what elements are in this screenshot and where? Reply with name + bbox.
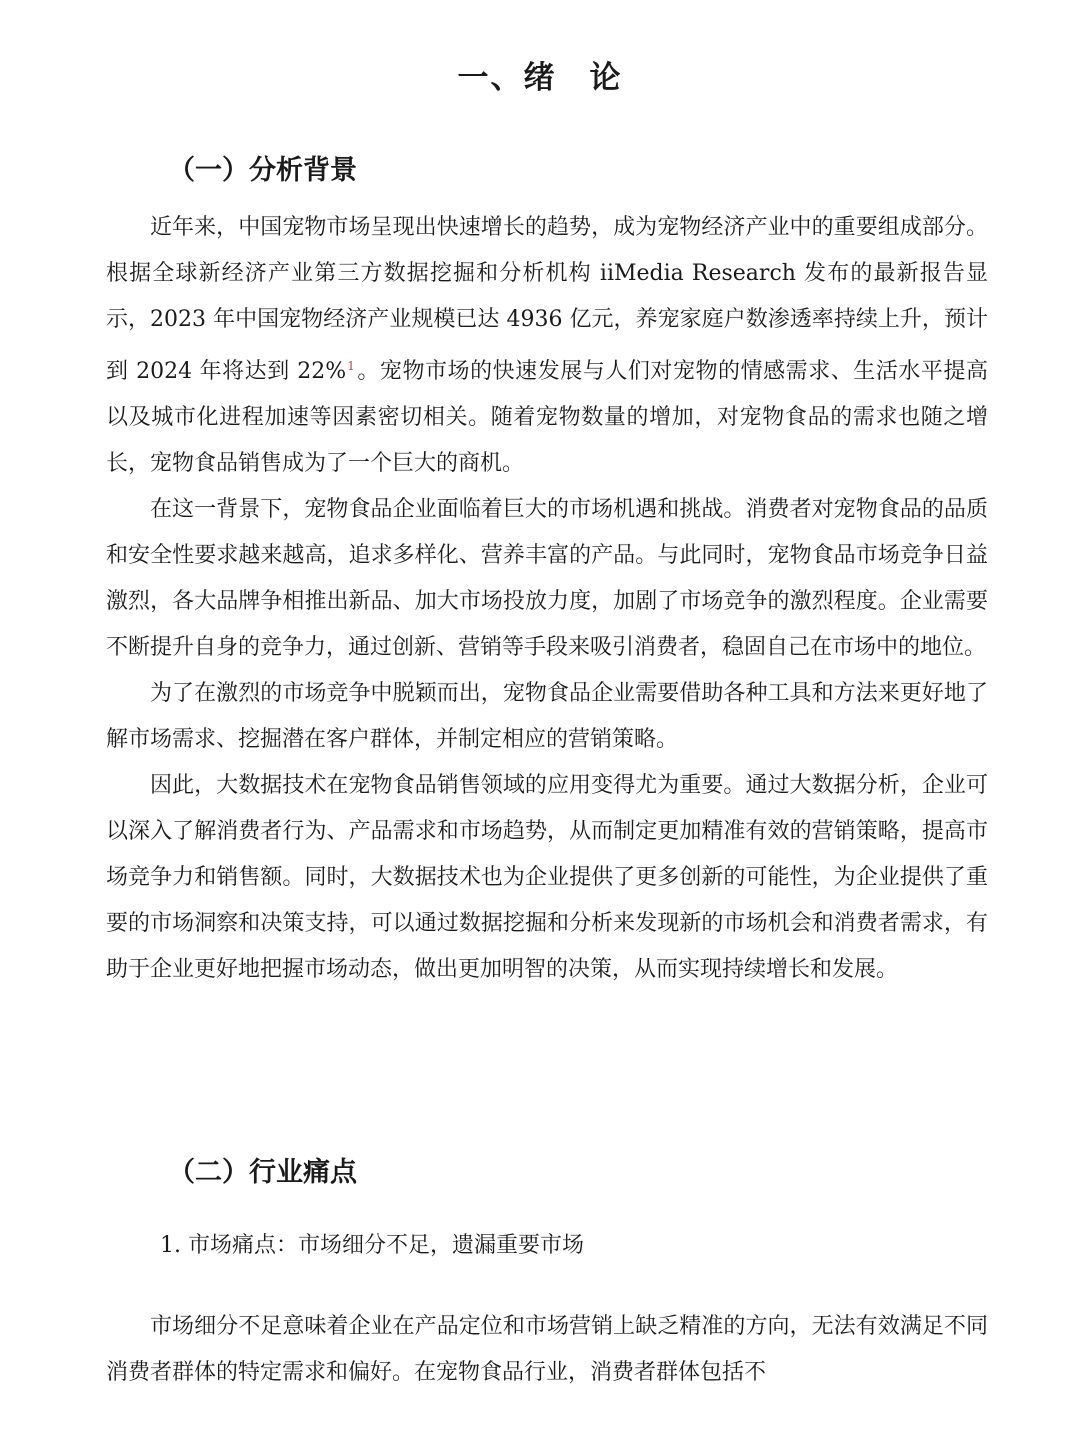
paragraph xyxy=(106,205,988,487)
paragraph-text: 。宠物市场的快速发展与人们对宠物的情感需求、生活水平提高以及城市化进程加速等因素密切相关。随着宠物数量的增加，对宠物食品的需求也随之增长，宠物食品销售成为了一个巨大的商机。 xyxy=(106,359,988,476)
footnote-marker[interactable]: 1 xyxy=(347,359,355,373)
paragraph: 在这一背景下，宠物食品企业面临着巨大的市场机遇和挑战。消费者对宠物食品的品质和安全性要求越来越高，追求多样化、营养丰富的产品。与此同时，宠物食品市场竞争日益激烈，各大品牌争相推出新品、加大市场投放力度，加剧了市场竞争的激烈程度。企业需要不断提升自身的竞争力，通过创新、营销等手段来吸引消费者，稳固自己在市场中的地位。 xyxy=(106,497,988,660)
paragraph: 为了在激烈的市场竞争中脱颖而出，宠物食品企业需要借助各种工具和方法来更好地了解市场需求、挖掘潜在客户群体，并制定相应的营销策略。 xyxy=(106,681,988,752)
section-pain-points-body xyxy=(106,1304,988,1396)
paragraph-text: 近年来，中国宠物市场呈现出快速增长的趋势，成为宠物经济产业中的重要组成部分。根据全球新经济产业第三方数据挖掘和分析机构 iiMedia Research 发布的最新报告显示，2023 年中国宠物经济产业规模已达 4936 亿元，养宠家庭户数渗透率持续上升，预计到 2024 年将达到 22% xyxy=(106,215,988,384)
paragraph: 因此，大数据技术在宠物食品销售领域的应用变得尤为重要。通过大数据分析，企业可以深入了解消费者行为、产品需求和市场趋势，从而制定更加精准有效的营销策略，提高市场竞争力和销售额。同时，大数据技术也为企业提供了更多创新的可能性，为企业提供了重要的市场洞察和决策支持，可以通过数据挖掘和分析来发现新的市场机会和消费者需求，有助于企业更好地把握市场动态，做出更加明智的决策，从而实现持续增长和发展。 xyxy=(106,773,988,982)
section-title-background: （一）分析背景 xyxy=(168,155,357,186)
section-background-body xyxy=(106,205,988,993)
paragraph: 市场细分不足意味着企业在产品定位和市场营销上缺乏精准的方向，无法有效满足不同消费者群体的特定需求和偏好。在宠物食品行业，消费者群体包括不 xyxy=(106,1314,988,1385)
chapter-title: 一、绪 论 xyxy=(457,60,623,96)
section-title-pain-points: （二）行业痛点 xyxy=(168,1157,357,1188)
subsection-heading: 1. 市场痛点：市场细分不足，遗漏重要市场 xyxy=(160,1233,584,1258)
